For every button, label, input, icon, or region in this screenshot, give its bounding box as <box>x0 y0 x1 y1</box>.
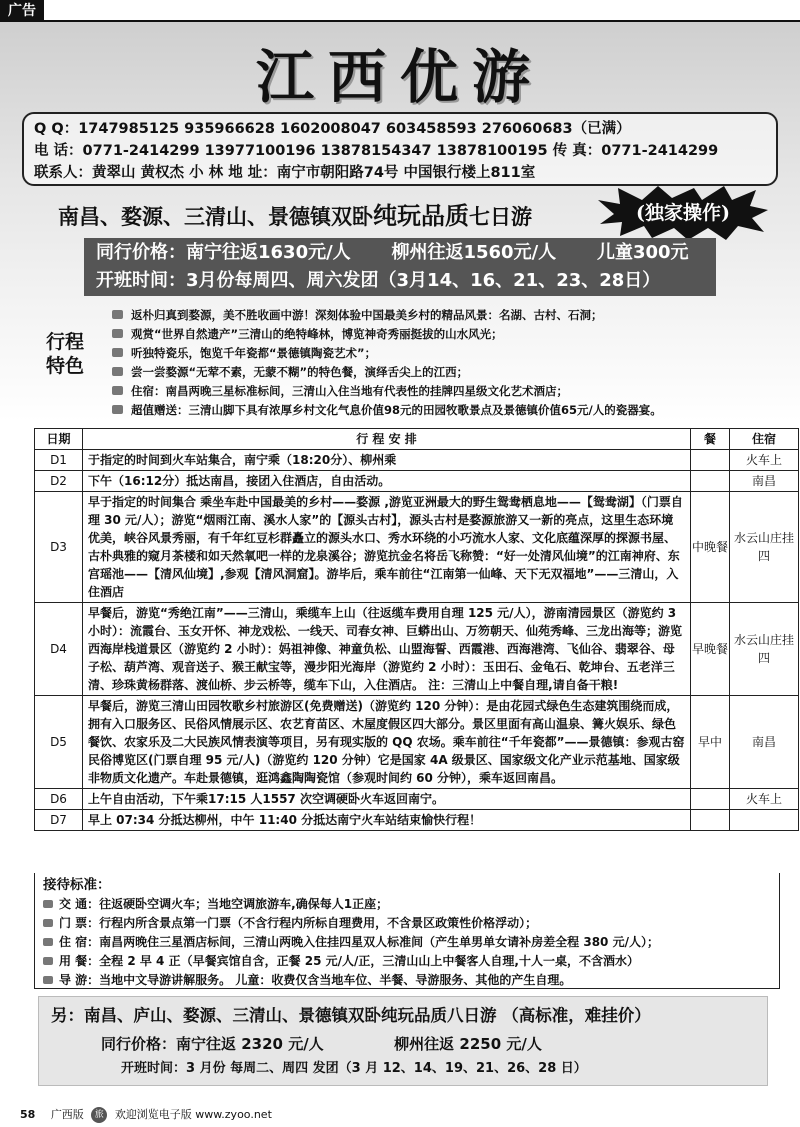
table-row <box>35 492 799 603</box>
other-price <box>51 1031 755 1057</box>
row-stay: 水云山庄挂四 <box>730 603 799 696</box>
row-day: D1 <box>35 450 83 471</box>
route-main: 南昌、婺源、三清山、景德镇双卧 <box>58 204 373 229</box>
row-meal <box>691 450 730 471</box>
row-stay: 水云山庄挂四 <box>730 492 799 603</box>
row-day: D6 <box>35 789 83 810</box>
itinerary-table <box>34 428 799 831</box>
row-meal <box>691 471 730 492</box>
row-day: D4 <box>35 603 83 696</box>
row-meal <box>691 810 730 831</box>
row-plan: 上午自由活动，下午乘17:15 人1557 次空调硬卧火车返回南宁。 <box>83 789 691 810</box>
exclusive-badge <box>598 186 768 240</box>
price-liuzhou: 柳州往返1560元/人 <box>391 242 557 263</box>
row-stay: 南昌 <box>730 696 799 789</box>
row-plan: 于指定的时间到火车站集合，南宁乘（18:20分）、柳州乘 <box>83 450 691 471</box>
standard-item: 导 游：当地中文导游讲解服务。 儿童：收费仅含当地车位、半餐、导游服务、其他的产生自理。 <box>43 971 771 990</box>
other-schedule: 开班时间：3 月份 每周二、周四 发团（3 月 12、14、19、21、26、28 日） <box>121 1061 587 1076</box>
bullet-icon <box>112 329 123 338</box>
table-row <box>35 603 799 696</box>
bullet-icon <box>43 919 53 927</box>
other-title: 另：南昌、庐山、婺源、三清山、景德镇双卧纯玩品质八日游 （高标准，难挂价） <box>51 1006 651 1025</box>
bullet-icon <box>112 367 123 376</box>
row-meal <box>691 789 730 810</box>
contact-qq: Q Q：1747985125 935966628 1602008047 603458593 276060683（已满） <box>34 121 631 137</box>
features-label: 行程特色 <box>46 331 85 377</box>
row-plan: 早餐后，游览三清山田园牧歌乡村旅游区(免费赠送)（游览约 120 分钟）：是由花园式绿色生态建筑围绕而成，拥有入口服务区、民俗风情展示区、农艺育苗区、木屋度假区四大部分。景区里面有高山温泉、篝火娱乐、绿色餐饮、农家乐及二大民族风情表演等项目，另有现实版的 QQ 农场。乘车前往“千年瓷都”——景德镇：参观古窑民俗博览区(门票自理 95 元/人)（游览约 120 分钟）它是国家 4A 级景区、国家级文化产业示范基地、国家级非物质文化遗产。车赴景德镇，逛鸿鑫陶陶瓷馆（参观时间约 60 分钟），乘车返回南昌。 <box>83 696 691 789</box>
reception-standards <box>34 873 780 989</box>
standards-title: 接待标准： <box>43 877 111 893</box>
header-plan: 行 程 安 排 <box>83 429 691 450</box>
contact-phone: 电 话：0771-2414299 13977100196 13878154347 13878100195 传 真：0771-2414299 <box>34 143 719 159</box>
bullet-icon <box>112 386 123 395</box>
row-meal: 中晚餐 <box>691 492 730 603</box>
contact-box <box>22 112 778 186</box>
footer-url[interactable]: 欢迎浏览电子版 www.zyoo.net <box>114 1108 272 1121</box>
row-stay <box>730 810 799 831</box>
row-stay: 火车上 <box>730 450 799 471</box>
bullet-icon <box>43 938 53 946</box>
other-price-liuzhou: 柳州往返 2250 元/人 <box>394 1035 542 1053</box>
feature-item: 超值赠送：三清山脚下具有浓厚乡村文化气息价值98元的田园牧歌景点及景德镇价值65元/人的瓷器宴。 <box>112 401 772 420</box>
standard-item: 交 通：往返硬卧空调火车；当地空调旅游车,确保每人1正座； <box>43 895 771 914</box>
table-row <box>35 471 799 492</box>
feature-item: 尝一尝婺源“无荤不素，无蒙不糊”的特色餐，演绎舌尖上的江西； <box>112 363 772 382</box>
price-nanning: 同行价格：南宁往返1630元/人 <box>96 242 351 263</box>
row-meal: 早晚餐 <box>691 603 730 696</box>
row-day: D7 <box>35 810 83 831</box>
ad-tag: 广告 <box>0 0 44 22</box>
page-footer <box>20 1106 780 1124</box>
row-plan: 下午（16:12分）抵达南昌，接团入住酒店，自由活动。 <box>83 471 691 492</box>
row-day: D5 <box>35 696 83 789</box>
standard-item: 用 餐：全程 2 早 4 正（早餐宾馆自含，正餐 25 元/人/正，三清山山上中餐客人自理,十人一桌，不含酒水） <box>43 952 771 971</box>
contact-people: 联系人：黄翠山 黄权杰 小 林 地 址：南宁市朝阳路74号 中国银行楼上811室 <box>34 165 536 181</box>
other-price-nanning: 同行价格：南宁往返 2320 元/人 <box>101 1035 324 1053</box>
schedule-line: 开班时间：3月份每周四、周六发团（3月14、16、21、23、28日） <box>96 270 661 291</box>
route-highlight: 纯玩品质 <box>373 201 469 230</box>
features-list <box>112 306 772 420</box>
row-plan: 早餐后，游览“秀绝江南”——三清山，乘缆车上山（往返缆车费用自理 125 元/人），游南清园景区（游览约 3 小时）：流霞台、玉女开怀、神龙戏松、一线天、司春女神、巨蟒出山、万笏朝天、仙苑秀峰、三龙出海等；游览西海岸栈道景区（游览约 2 小时）：妈祖神像、神童负松、山盟海誓、西霞港、西海港湾、飞仙谷、翡翠谷、母子松、葫芦湾、观音送子、猴王献宝等，漫步阳光海岸（游览约 2 小时）：玉田石、金龟石、乾坤台、五老洋三清、珍珠黄杨群落、渡仙桥、步云桥等，缆车下山，入住酒店。 注：三清山上中餐自理,请自备干粮! <box>83 603 691 696</box>
brand-logo-icon: 旅 <box>91 1107 107 1123</box>
page-number: 58 <box>20 1108 36 1121</box>
row-meal: 早中 <box>691 696 730 789</box>
header-meal: 餐 <box>691 429 730 450</box>
table-header-row <box>35 429 799 450</box>
bullet-icon <box>43 900 53 908</box>
other-tour-box <box>38 996 768 1086</box>
feature-item: 住宿：南昌两晚三星标准标间，三清山入住当地有代表性的挂牌四星级文化艺术酒店； <box>112 382 772 401</box>
feature-item: 听独特瓷乐，饱览千年瓷都“景德镇陶瓷艺术”； <box>112 344 772 363</box>
bullet-icon <box>43 957 53 965</box>
magazine-name: 广西版 <box>50 1108 84 1121</box>
table-row <box>35 789 799 810</box>
exclusive-text: (独家操作) <box>636 202 730 224</box>
bullet-icon <box>112 405 123 414</box>
bullet-icon <box>43 976 53 984</box>
price-box <box>84 238 716 296</box>
page-title: 江西优游 <box>255 43 544 111</box>
table-row <box>35 450 799 471</box>
row-plan: 早上 07:34 分抵达柳州，中午 11:40 分抵达南宁火车站结束愉快行程！ <box>83 810 691 831</box>
row-plan: 早于指定的时间集合 乘坐车赴中国最美的乡村——婺源 ,游览亚洲最大的野生鸳鸯栖息地——【鸳鸯湖】（门票自理 30 元/人）；游览“烟雨江南、溪水人家”的【源头古村】，源头古村是婺源旅游又一新的亮点，这里生态环境优美，峡谷风景秀丽，有千年红豆杉群矗立的源头水口、秀水环绕的小巧流水人家、文化底蕴深厚的探源书屋、古朴典雅的窥月茶楼和如天然氧吧一样的龙泉溪谷；游览抗金名将岳飞称赞：“好一处清风仙境”的江南神府、东宫瑶池——【清风仙境】,参观【清风洞窟】。游毕后，乘车前往“江南第一仙峰、天下无双福地”——三清山，入住酒店 <box>83 492 691 603</box>
bullet-icon <box>112 348 123 357</box>
row-stay: 南昌 <box>730 471 799 492</box>
header-day: 日期 <box>35 429 83 450</box>
feature-item: 返朴归真到婺源，美不胜收画中游！深刻体验中国最美乡村的精品风景：名湖、古村、石洞； <box>112 306 772 325</box>
table-row <box>35 810 799 831</box>
row-day: D2 <box>35 471 83 492</box>
route-days: 七日游 <box>469 204 532 229</box>
row-day: D3 <box>35 492 83 603</box>
row-stay: 火车上 <box>730 789 799 810</box>
table-row <box>35 696 799 789</box>
standard-item: 住 宿：南昌两晚住三星酒店标间，三清山两晚入住挂四星双人标准间（产生单男单女请补房差全程 380 元/人）； <box>43 933 771 952</box>
header-stay: 住宿 <box>730 429 799 450</box>
bullet-icon <box>112 310 123 319</box>
standard-item: 门 票：行程内所含景点第一门票（不含行程内所标自理费用，不含景区政策性价格浮动）； <box>43 914 771 933</box>
price-line-1 <box>96 239 704 267</box>
feature-item: 观赏“世界自然遗产”三清山的绝特峰林，博览神奇秀丽挺拔的山水风光； <box>112 325 772 344</box>
price-child: 儿童300元 <box>596 242 689 263</box>
